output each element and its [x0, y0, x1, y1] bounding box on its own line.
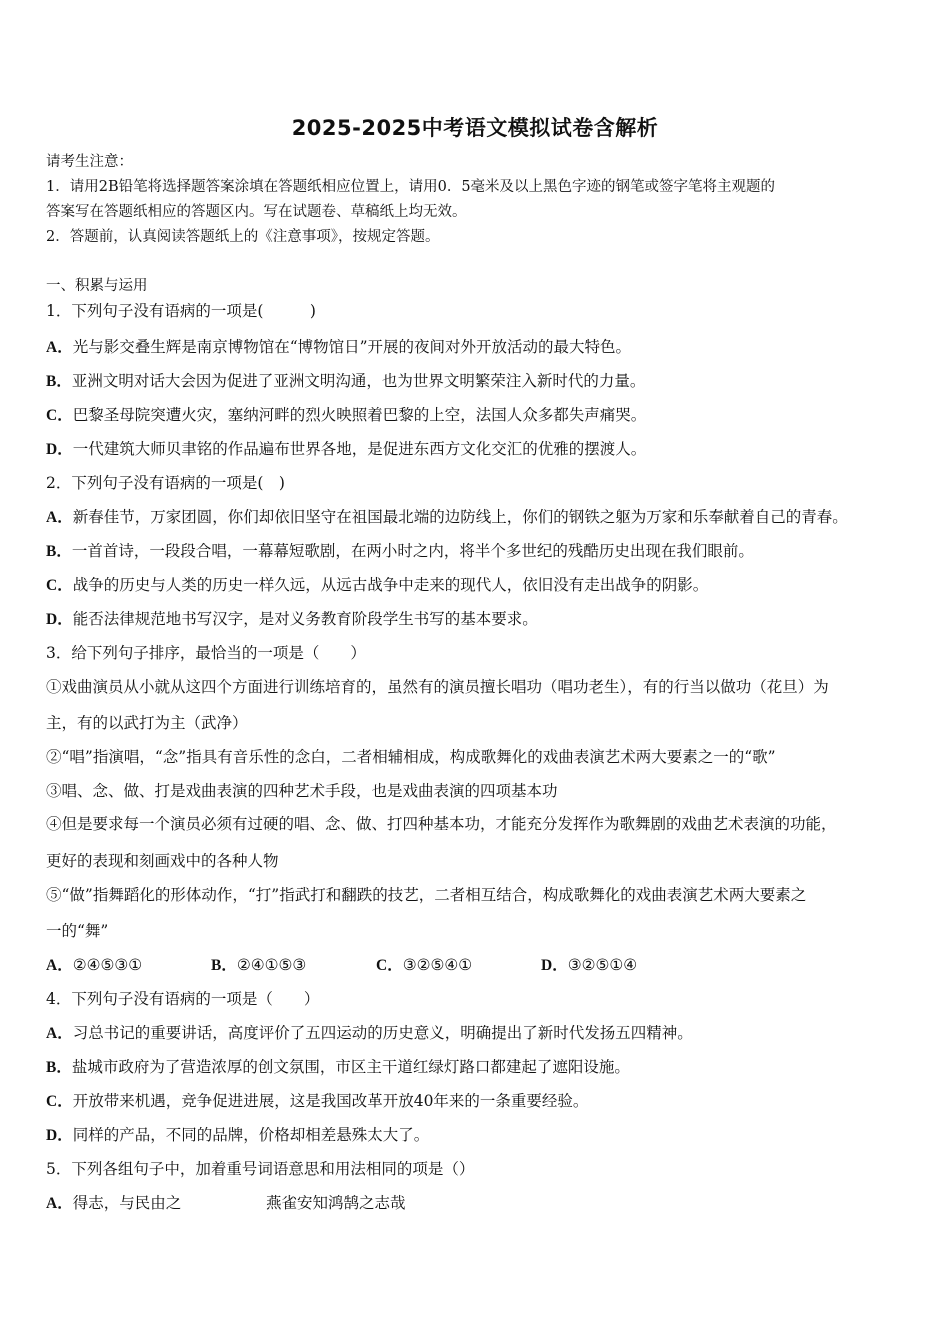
option-label: D．	[541, 957, 568, 974]
option-label: C．	[46, 1093, 73, 1110]
q2-option-c	[46, 574, 708, 597]
option-text: ③②⑤④①	[402, 956, 473, 974]
option-text: 一代建筑大师贝聿铭的作品遍布世界各地，是促进东西方文化交汇的优雅的摆渡人。	[72, 440, 647, 458]
option-text: 同样的产品，不同的品牌，价格却相差悬殊太大了。	[72, 1126, 430, 1144]
option-text: ②④⑤③①	[72, 956, 143, 974]
option-text: 习总书记的重要讲话，高度评价了五四运动的历史意义，明确提出了新时代发扬五四精神。	[72, 1024, 693, 1042]
q1-option-a	[46, 336, 631, 359]
option-text: ②④①⑤③	[236, 956, 307, 974]
q2-stem: 2．下列句子没有语病的一项是( )	[46, 474, 285, 492]
q4-option-c	[46, 1090, 588, 1113]
q3-option-b	[211, 954, 376, 977]
q2-option-d	[46, 608, 538, 631]
option-label: B．	[211, 957, 237, 974]
option-text: 开放带来机遇，竞争促进进展，这是我国改革开放40年来的一条重要经验。	[72, 1092, 589, 1110]
q1-option-b	[46, 370, 645, 393]
option-label: C．	[46, 577, 73, 594]
option-label: D．	[46, 611, 73, 628]
q3-stem: 3．给下列句子排序，最恰当的一项是（ ）	[46, 644, 366, 662]
notice-item-2: 2．答题前，认真阅读答题纸上的《注意事项》，按规定答题。	[46, 229, 440, 245]
option-text: 巴黎圣母院突遭火灾，塞纳河畔的烈火映照着巴黎的上空，法国人众多都失声痛哭。	[72, 406, 647, 424]
option-label: D．	[46, 1127, 73, 1144]
q4-option-a	[46, 1022, 693, 1045]
page-title: 2025-2025中考语文模拟试卷含解析	[291, 116, 659, 140]
q3-options	[46, 954, 637, 977]
q3-sentence-1a: ①戏曲演员从小就从这四个方面进行训练培育的，虽然有的演员擅长唱功（唱功老生），有的行当以做功（花旦）为	[46, 678, 829, 696]
option-text: 一首首诗，一段段合唱，一幕幕短歌剧，在两小时之内，将半个多世纪的残酷历史出现在我们眼前。	[71, 542, 754, 560]
q3-sentence-3: ③唱、念、做、打是戏曲表演的四种艺术手段，也是戏曲表演的四项基本功	[46, 782, 558, 800]
q4-option-b	[46, 1056, 630, 1079]
q3-option-d	[541, 954, 637, 977]
q1-option-c	[46, 404, 646, 427]
q3-sentence-2: ②“唱”指演唱，“念”指具有音乐性的念白，二者相辅相成，构成歌舞化的戏曲表演艺术两大要素之一的“歌”	[46, 748, 776, 766]
option-label: B．	[46, 1059, 72, 1076]
q3-option-c	[376, 954, 541, 977]
q1-option-d	[46, 438, 646, 461]
q3-sentence-1b: 主，有的以武打为主（武净）	[46, 714, 248, 732]
q3-option-a	[46, 954, 211, 977]
q5-option-a-part2: 燕雀安知鸿鹄之志哉	[266, 1194, 406, 1212]
option-text: 亚洲文明对话大会因为促进了亚洲文明沟通，也为世界文明繁荣注入新时代的力量。	[71, 372, 646, 390]
section-heading: 一、积累与运用	[46, 278, 148, 294]
q5-option-a-part1	[46, 1192, 266, 1215]
q2-option-a	[46, 506, 848, 529]
option-label: C．	[46, 407, 73, 424]
option-label: A．	[46, 1195, 73, 1212]
option-label: D．	[46, 441, 73, 458]
q2-option-b	[46, 540, 754, 563]
q3-sentence-5b: 一的“舞”	[46, 922, 109, 940]
option-text: 盐城市政府为了营造浓厚的创文氛围，市区主干道红绿灯路口都建起了遮阳设施。	[71, 1058, 630, 1076]
q3-sentence-4a: ④但是要求每一个演员必须有过硬的唱、念、做、打四种基本功，才能充分发挥作为歌舞剧的戏曲艺术表演的功能，	[46, 815, 837, 833]
q1-stem: 1．下列句子没有语病的一项是( )	[46, 302, 316, 320]
notice-item-1a: 1．请用2B铅笔将选择题答案涂填在答题纸相应位置上，请用0．5毫米及以上黑色字迹的钢笔或签字笔将主观题的	[46, 179, 776, 195]
option-label: A．	[46, 1025, 73, 1042]
option-text: 得志，与民由之	[72, 1194, 182, 1212]
option-label: B．	[46, 373, 72, 390]
option-label: A．	[46, 957, 73, 974]
notice-heading: 请考生注意：	[46, 154, 133, 170]
option-label: A．	[46, 339, 73, 356]
q4-stem: 4．下列句子没有语病的一项是（ ）	[46, 990, 320, 1008]
option-label: B．	[46, 543, 72, 560]
option-text: 能否法律规范地书写汉字，是对义务教育阶段学生书写的基本要求。	[72, 610, 538, 628]
q3-sentence-4b: 更好的表现和刻画戏中的各种人物	[46, 852, 279, 870]
option-text: ③②⑤①④	[567, 956, 638, 974]
q5-option-a	[46, 1192, 406, 1215]
option-text: 战争的历史与人类的历史一样久远，从远古战争中走来的现代人，依旧没有走出战争的阴影。	[72, 576, 709, 594]
option-label: C．	[376, 957, 403, 974]
option-text: 光与影交叠生辉是南京博物馆在“博物馆日”开展的夜间对外开放活动的最大特色。	[72, 338, 632, 356]
option-label: A．	[46, 509, 73, 526]
notice-item-1b: 答案写在答题纸相应的答题区内。写在试题卷、草稿纸上均无效。	[46, 204, 467, 220]
q3-sentence-5a: ⑤“做”指舞蹈化的形体动作，“打”指武打和翻跌的技艺，二者相互结合，构成歌舞化的戏曲表演艺术两大要素之	[46, 886, 807, 904]
q4-option-d	[46, 1124, 429, 1147]
q5-stem: 5．下列各组句子中，加着重号词语意思和用法相同的项是（）	[46, 1160, 475, 1178]
option-text: 新春佳节，万家团圆，你们却依旧坚守在祖国最北端的边防线上，你们的钢铁之躯为万家和乐奉献着自己的青春。	[72, 508, 848, 526]
